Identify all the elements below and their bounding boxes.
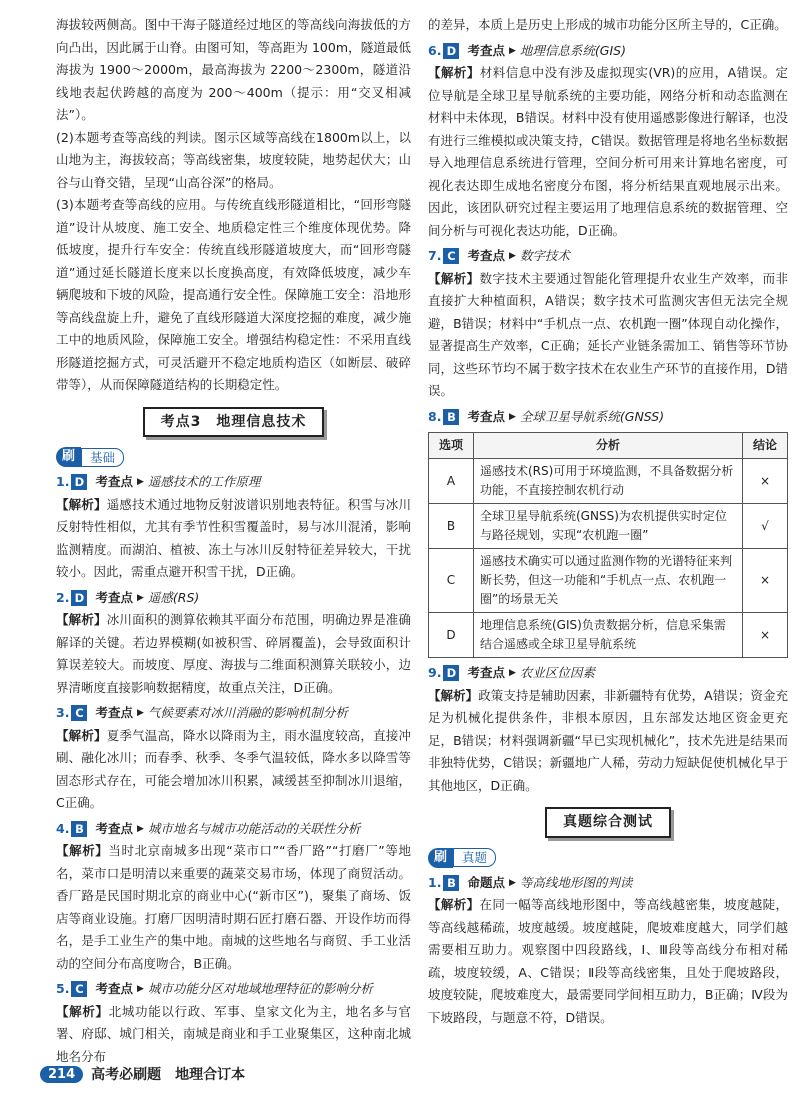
question-6 (428, 40, 788, 243)
key-point-label: 考查点 (95, 589, 133, 605)
analysis-label: 【解析】 (56, 496, 107, 512)
key-point-label: 考查点 (467, 42, 505, 58)
section-title: 真题综合测试 (545, 807, 671, 838)
key-point-label: 考查点 (467, 248, 505, 263)
question-4 (56, 818, 411, 976)
table-cell-result: × (743, 549, 788, 613)
analysis-text: 当时北京南城多出现“菜市口”“香厂路”“打磨厂”等地名，菜市口是明清以来重要的蔬菜交易市场，体现了商贸活动。香厂路是民国时期北京的商业中心(“新市区”)，聚集了商场、饭店等商业设施。打磨厂因明清时期石匠打磨石器、开设作坊而得名，是手工业生产的集中地。南城的这些地名与商贸、手工业活动的空间分布高度吻合，B正确。 (56, 843, 411, 971)
answer-badge: B (443, 875, 459, 891)
key-point-topic: 气候要素对冰川消融的影响机制分析 (147, 705, 348, 720)
question-8 (428, 406, 788, 659)
question-number: 7. (428, 248, 442, 263)
answer-badge: C (71, 705, 87, 721)
intro-paragraph-3: (3)本题考查等高线的应用。与传统直线形隧道相比，“回形弯隧道”设计从坡度、施工安全、地质稳定性三个维度体现优势。降低坡度，提升行车安全：传统直线形隧道坡度大，而“回形弯隧道”通过延长隧道长度来以长度换高度，有效降低坡度，减少车辆爬坡和下坡的风险，提高通行安全性。保障施工安全：沿地形等高线盘旋上升，避免了直线形隧道大深度挖掘的难度，减少施工中的地质风险，保障施工安全。增强结构稳定性：不采用直线形隧道挖掘方式，可灵活避开不稳定地质构造区（如断层、破碎带等），从而保障隧道结构的长期稳定性。 (56, 197, 411, 392)
table-cell-analysis: 地理信息系统(GIS)负责数据分析，信息采集需结合遥感或全球卫星导航系统 (474, 613, 743, 658)
question-number: 5. (56, 981, 70, 996)
analysis-text: 政策支持是辅助因素，非新疆特有优势，A错误；资金充足为机械化提供条件，非根本原因，且东部发达地区资金更充足，B错误；材料强调新疆“早已实现机械化”，技术先进是结果而非独特优势，C错误；新疆地广人稀，劳动力短缺促使机械化早于其他地区，D正确。 (428, 687, 788, 793)
key-point-topic: 遥感(RS) (147, 589, 200, 605)
answer-badge: C (443, 248, 459, 264)
arrow-icon: ▶ (508, 45, 516, 56)
question-7 (428, 245, 788, 403)
table-cell-analysis: 遥感技术确实可以通过监测作物的光谱特征来判断长势，但这一功能和“手机点一点、农机跑一圈”的场景无关 (474, 549, 743, 613)
question-number: 1. (428, 874, 442, 890)
key-point-topic: 数字技术 (519, 248, 570, 263)
exam-question-1 (428, 872, 788, 1030)
question-number: 2. (56, 589, 70, 605)
table-cell-option: A (429, 459, 474, 504)
table-cell-result: × (743, 613, 788, 658)
question-number: 1. (56, 474, 70, 489)
key-point-topic: 等高线地形图的判读 (519, 874, 633, 890)
arrow-icon: ▶ (508, 251, 516, 261)
key-point-label: 命题点 (467, 874, 505, 890)
question-3 (56, 702, 411, 815)
analysis-text: 冰川面积的测算依赖其平面分布范围，明确边界是准确解译的关键。若边界模糊(如被积雪、碎屑覆盖)，会导致面积计算误差较大。而坡度、厚度、海拔与二维面积测算关联较小，边界清晰度直接影响数据精度，故重点关注，D正确。 (56, 612, 411, 695)
question-1 (56, 471, 411, 584)
question-number: 9. (428, 665, 442, 680)
practice-tag (428, 848, 788, 868)
key-point-label: 考查点 (95, 820, 133, 836)
question-number: 3. (56, 705, 70, 720)
table-cell-analysis: 遥感技术(RS)可用于环境监测，不具备数据分析功能，不直接控制农机行动 (474, 459, 743, 504)
table-header: 分析 (474, 433, 743, 459)
key-point-label: 考查点 (95, 705, 133, 720)
left-column (56, 14, 411, 1064)
table-row (429, 613, 788, 658)
question-number: 8. (428, 408, 442, 424)
answer-badge: B (443, 409, 459, 425)
book-title: 高考必刷题 地理合订本 (91, 1067, 246, 1083)
answer-badge: B (71, 821, 87, 837)
question-5 (56, 978, 411, 1068)
table-cell-result: × (743, 459, 788, 504)
key-point-label: 考查点 (467, 665, 505, 680)
practice-tag (56, 447, 411, 467)
key-point-topic: 城市地名与城市功能活动的关联性分析 (147, 820, 361, 836)
analysis-label: 【解析】 (428, 65, 480, 80)
answer-badge: D (71, 590, 87, 606)
analysis-label: 【解析】 (56, 1003, 109, 1019)
arrow-icon: ▶ (136, 984, 144, 994)
analysis-label: 【解析】 (56, 727, 107, 743)
table-row (429, 504, 788, 549)
arrow-icon: ▶ (136, 477, 144, 487)
tag-name: 真题 (453, 848, 496, 867)
intro-paragraph-1: 海拔较两侧高。图中干海子隧道经过地区的等高线向海拔低的方向凸出，因此属于山脊。由图可知，等高距为 100m，隧道最低海拔为 1900～2000m，最高海拔为 2200～2300m，隧道沿线地表起伏跨越的高度为 200～400m（提示：用“交叉相减法”）。 (56, 17, 411, 122)
question-number: 4. (56, 820, 70, 836)
key-point-label: 考查点 (95, 981, 133, 996)
key-point-topic: 遥感技术的工作原理 (147, 474, 261, 489)
arrow-icon: ▶ (136, 708, 144, 718)
table-cell-result: √ (743, 504, 788, 549)
key-point-topic: 城市功能分区对地域地理特征的影响分析 (147, 981, 373, 996)
question-9 (428, 662, 788, 797)
answer-badge: D (443, 43, 459, 59)
tag-name: 基础 (81, 448, 124, 467)
page-number: 214 (40, 1066, 83, 1083)
answer-badge: D (443, 665, 459, 681)
analysis-label: 【解析】 (56, 843, 109, 858)
question-number: 6. (428, 42, 442, 58)
key-point-label: 考查点 (467, 408, 505, 424)
table-cell-analysis: 全球卫星导航系统(GNSS)为农机提供实时定位与路径规划，实现“农机跑一圈” (474, 504, 743, 549)
table-header: 选项 (429, 433, 474, 459)
table-cell-option: D (429, 613, 474, 658)
analysis-text: 北城功能以行政、军事、皇家文化为主，地名多与官署、府邸、城门相关，南城是商业和手工业聚集区，这种南北城地名分布 (56, 1003, 411, 1064)
key-point-topic: 农业区位因素 (519, 665, 595, 680)
section-heading-exam (428, 807, 788, 838)
arrow-icon: ▶ (508, 877, 516, 888)
page-footer (40, 1064, 245, 1084)
analysis-label: 【解析】 (56, 612, 107, 627)
analysis-label: 【解析】 (428, 270, 480, 286)
analysis-text: 材料信息中没有涉及虚拟现实(VR)的应用，A错误。定位导航是全球卫星导航系统的主要功能，网络分析和动态监测在材料中未体现，B错误。材料中没有使用遥感影像进行解译，也没有进行三维模拟或决策支持，C错误。数据管理是将地名坐标数据导入地理信息系统进行管理，空间分析可用来计算地名密度，可视化表达即生成地名密度分布图，将分析结果直观地展示出来。因此，该团队研究过程主要运用了地理信息系统的数据管理、空间分析与可视化表达功能，D正确。 (428, 65, 788, 238)
continued-text: 的差异，本质上是历史上形成的城市功能分区所主导的，C正确。 (428, 17, 787, 32)
arrow-icon: ▶ (508, 411, 516, 422)
key-point-label: 考查点 (95, 474, 133, 489)
analysis-label: 【解析】 (428, 897, 480, 912)
table-header-row (429, 433, 788, 459)
tag-shua: 刷 (428, 848, 453, 868)
table-row (429, 459, 788, 504)
answer-badge: D (71, 474, 87, 490)
arrow-icon: ▶ (508, 668, 516, 678)
table-cell-option: C (429, 549, 474, 613)
intro-paragraph-2: (2)本题考查等高线的判读。图示区域等高线在1800m以上，以山地为主，海拔较高；等高线密集，坡度较陡，地势起伏大；山谷与山脊交错，呈现“山高谷深”的格局。 (56, 129, 411, 190)
answer-badge: C (71, 981, 87, 997)
arrow-icon: ▶ (136, 592, 144, 603)
key-point-topic: 全球卫星导航系统(GNSS) (519, 408, 665, 424)
key-point-topic: 地理信息系统(GIS) (519, 42, 626, 58)
analysis-text: 夏季气温高，降水以降雨为主，雨水温度较高，直接冲刷、融化冰川；而春季、秋季、冬季气温较低，降水多以降雪等固态形式存在，可能会增加冰川积累，减缓甚至抑制冰川退缩，C正确。 (56, 727, 411, 810)
section-title: 考点3 地理信息技术 (143, 407, 325, 438)
analysis-text: 在同一幅等高线地形图中，等高线越密集，坡度越陡，等高线越稀疏，坡度越缓。坡度越陡，爬坡难度越大，同学们越需要相互助力。观察图中四段路线，Ⅰ、Ⅲ段等高线分布相对稀疏，坡度较缓，A、C错误；Ⅱ段等高线密集，且处于爬坡路段，坡度较陡，爬坡难度大，最需要同学间相互助力，B正确；Ⅳ段为下坡路段，与题意不符，D错误。 (428, 897, 788, 1025)
analysis-label: 【解析】 (428, 687, 479, 703)
analysis-table (428, 432, 788, 658)
analysis-text: 遥感技术通过地物反射波谱识别地表特征。积雪与冰川反射特性相似，尤其有季节性积雪覆盖时，易与冰川混淆，影响监测精度。而湖泊、植被、冻土与冰川反射特征差异较大，干扰较小。因此，需重点避开积雪干扰，D正确。 (56, 496, 411, 579)
table-row (429, 549, 788, 613)
table-header: 结论 (743, 433, 788, 459)
analysis-text: 数字技术主要通过智能化管理提升农业生产效率，而非直接扩大种植面积，A错误；数字技术可监测灾害但无法完全规避，B错误；材料中“手机点一点、农机跑一圈”体现自动化操作，显著提高生产效率，C正确；延长产业链条需加工、销售等环节协同，这些环节均不属于数字技术在农业生产环节的直接作用，D错误。 (428, 270, 788, 398)
question-2 (56, 587, 411, 700)
arrow-icon: ▶ (136, 823, 144, 834)
section-heading (56, 407, 411, 438)
tag-shua: 刷 (56, 447, 81, 467)
table-cell-option: B (429, 504, 474, 549)
right-column (428, 14, 788, 1044)
